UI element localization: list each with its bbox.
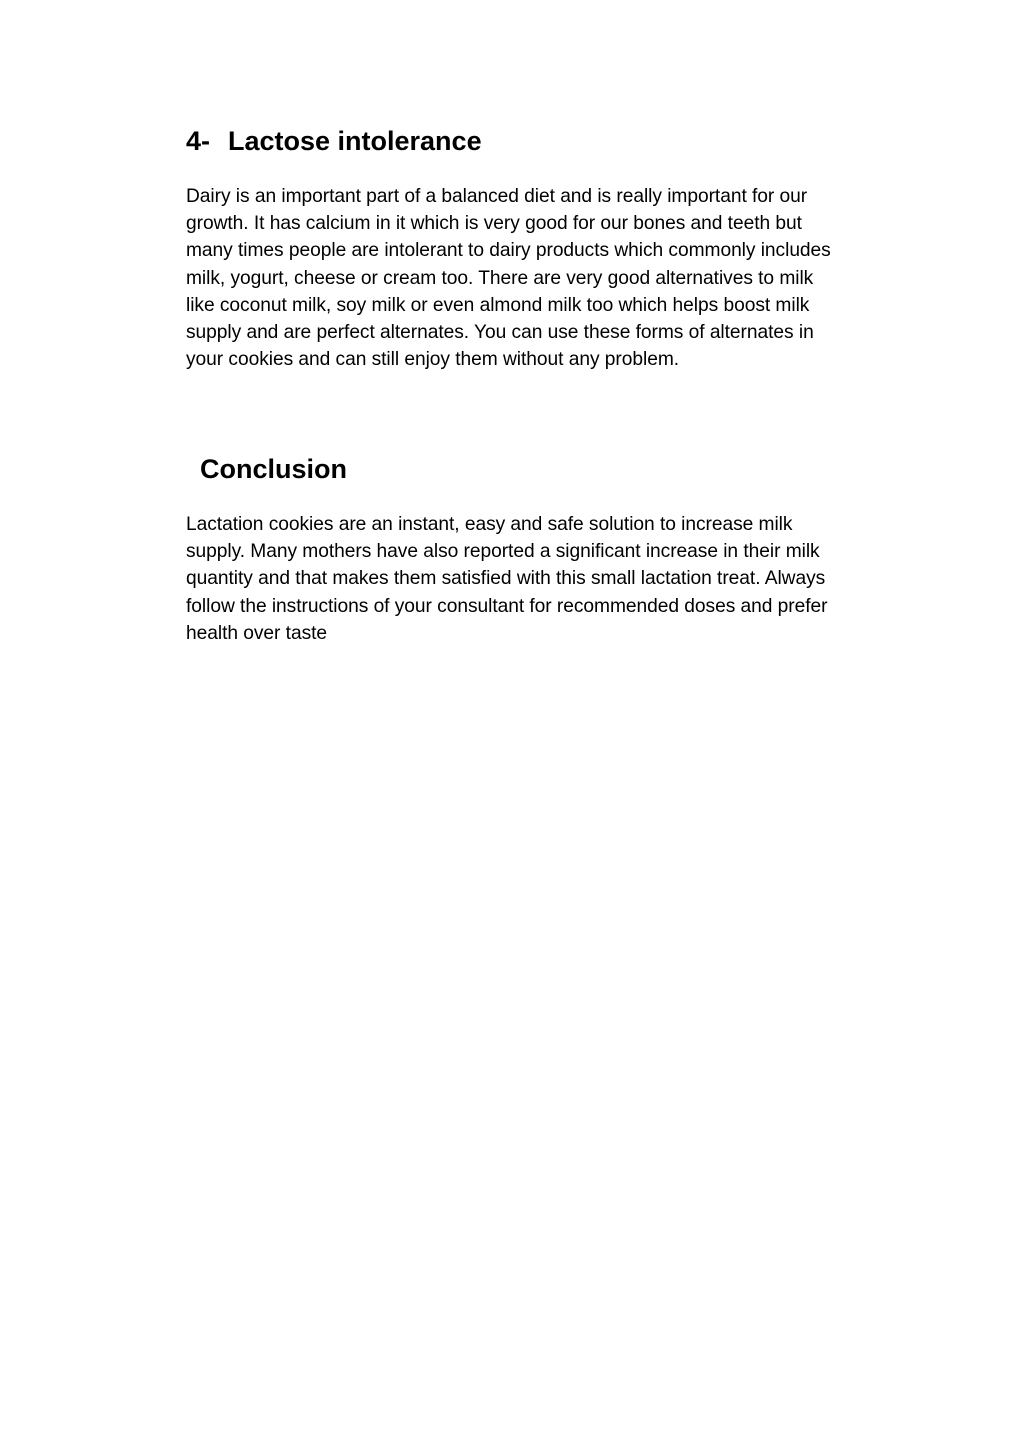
paragraph-line: supply. Many mothers have also reported a significant increase in their milk — [186, 541, 820, 563]
section-lactose-intolerance — [186, 124, 896, 373]
section-number: 4- — [186, 126, 211, 156]
paragraph-line: growth. It has calcium in it which is very good for our bones and teeth but — [186, 213, 802, 235]
paragraph-line: many times people are intolerant to dairy products which commonly includes — [186, 240, 831, 262]
paragraph-line: like coconut milk, soy milk or even almond milk too which helps boost milk — [186, 294, 810, 316]
paragraph-line: follow the instructions of your consultant for recommended doses and prefer — [186, 595, 828, 617]
section-title: Conclusion — [200, 454, 347, 484]
paragraph-line: Lactation cookies are an instant, easy and safe solution to increase milk — [186, 514, 793, 535]
paragraph-line: supply and are perfect alternates. You can use these forms of alternates in — [186, 322, 814, 344]
paragraph-line: quantity and that makes them satisfied with this small lactation treat. Always — [186, 568, 826, 590]
section-paragraph — [186, 183, 896, 373]
section-paragraph — [186, 511, 896, 647]
paragraph-line: milk, yogurt, cheese or cream too. There are very good alternatives to milk — [186, 267, 814, 289]
paragraph-line: health over taste — [186, 622, 328, 644]
section-title: Lactose intolerance — [228, 126, 482, 156]
section-heading — [186, 452, 896, 486]
section-heading — [186, 124, 896, 158]
paragraph-line: your cookies and can still enjoy them without any problem. — [186, 349, 680, 371]
section-conclusion — [186, 452, 896, 647]
paragraph-line: Dairy is an important part of a balanced diet and is really important for our — [186, 186, 808, 207]
